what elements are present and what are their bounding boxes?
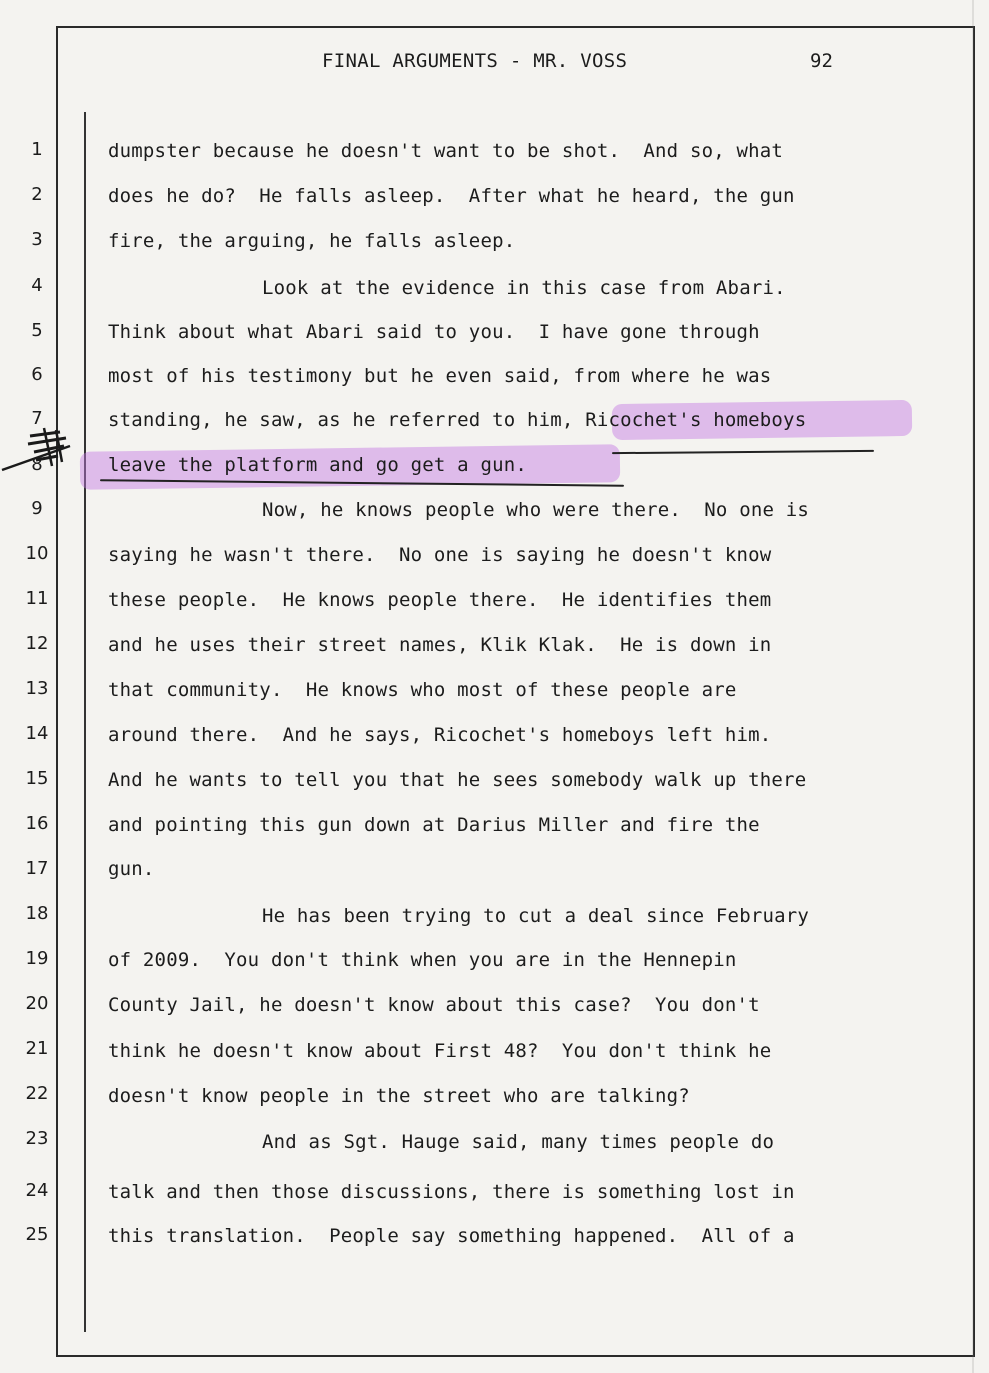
transcript-line: saying he wasn't there. No one is saying he doesn't know — [108, 544, 772, 566]
transcript-line: think he doesn't know about First 48? You don't think he — [108, 1040, 772, 1062]
line-number: 2 — [31, 184, 43, 205]
transcript-line: doesn't know people in the street who are talking? — [108, 1085, 690, 1107]
transcript-line: talk and then those discussions, there is something lost in — [108, 1181, 795, 1203]
margin-rule — [84, 112, 86, 1332]
line-number: 15 — [25, 768, 49, 789]
line-number: 3 — [31, 229, 43, 250]
transcript-line: Look at the evidence in this case from Abari. — [262, 277, 786, 299]
page-number: 92 — [810, 50, 833, 72]
transcript-line: And as Sgt. Hauge said, many times people do — [262, 1131, 775, 1153]
transcript-line: that community. He knows who most of these people are — [108, 679, 737, 701]
transcript-line: does he do? He falls asleep. After what he heard, the gun — [108, 185, 795, 207]
line-number: 16 — [25, 813, 49, 834]
line-number: 5 — [31, 320, 43, 341]
bleed-through-marks — [965, 0, 985, 1373]
line-number: 21 — [25, 1038, 49, 1059]
line-number: 23 — [25, 1128, 49, 1149]
transcript-line: and pointing this gun down at Darius Miller and fire the — [108, 814, 760, 836]
line-number: 7 — [31, 408, 43, 429]
transcript-line: leave the platform and go get a gun. — [108, 454, 528, 476]
transcript-line: this translation. People say something happened. All of a — [108, 1225, 795, 1247]
transcript-line: gun. — [108, 858, 155, 880]
line-number: 9 — [31, 498, 43, 519]
line-number: 8 — [31, 454, 43, 475]
line-number: 10 — [25, 543, 49, 564]
transcript-line: County Jail, he doesn't know about this case? You don't — [108, 994, 760, 1016]
line-number: 11 — [25, 588, 49, 609]
transcript-line: dumpster because he doesn't want to be shot. And so, what — [108, 140, 784, 162]
line-number: 1 — [31, 139, 43, 160]
transcript-line: He has been trying to cut a deal since February — [262, 905, 810, 927]
line-number: 12 — [25, 633, 49, 654]
line-number: 20 — [25, 993, 49, 1014]
line-number: 6 — [31, 364, 43, 385]
transcript-line: and he uses their street names, Klik Klak. He is down in — [108, 634, 772, 656]
line-number: 18 — [25, 903, 49, 924]
line-number: 17 — [25, 858, 49, 879]
transcript-line: around there. And he says, Ricochet's homeboys left him. — [108, 724, 772, 746]
line-number: 19 — [25, 948, 49, 969]
transcript-line: fire, the arguing, he falls asleep. — [108, 230, 516, 252]
line-number: 25 — [25, 1224, 49, 1245]
transcript-line: standing, he saw, as he referred to him, Ricochet's homeboys — [108, 409, 807, 431]
line-number: 24 — [25, 1180, 49, 1201]
page-title: FINAL ARGUMENTS - MR. VOSS — [322, 50, 628, 72]
line-number: 22 — [25, 1083, 49, 1104]
transcript-line: And he wants to tell you that he sees somebody walk up there — [108, 769, 807, 791]
transcript-line: most of his testimony but he even said, from where he was — [108, 365, 772, 387]
transcript-line: these people. He knows people there. He identifies them — [108, 589, 772, 611]
line-number: 14 — [25, 723, 49, 744]
line-number: 13 — [25, 678, 49, 699]
line-number: 4 — [31, 275, 43, 296]
transcript-line: of 2009. You don't think when you are in the Hennepin — [108, 949, 737, 971]
transcript-line: Think about what Abari said to you. I have gone through — [108, 321, 760, 343]
transcript-line: Now, he knows people who were there. No one is — [262, 499, 810, 521]
